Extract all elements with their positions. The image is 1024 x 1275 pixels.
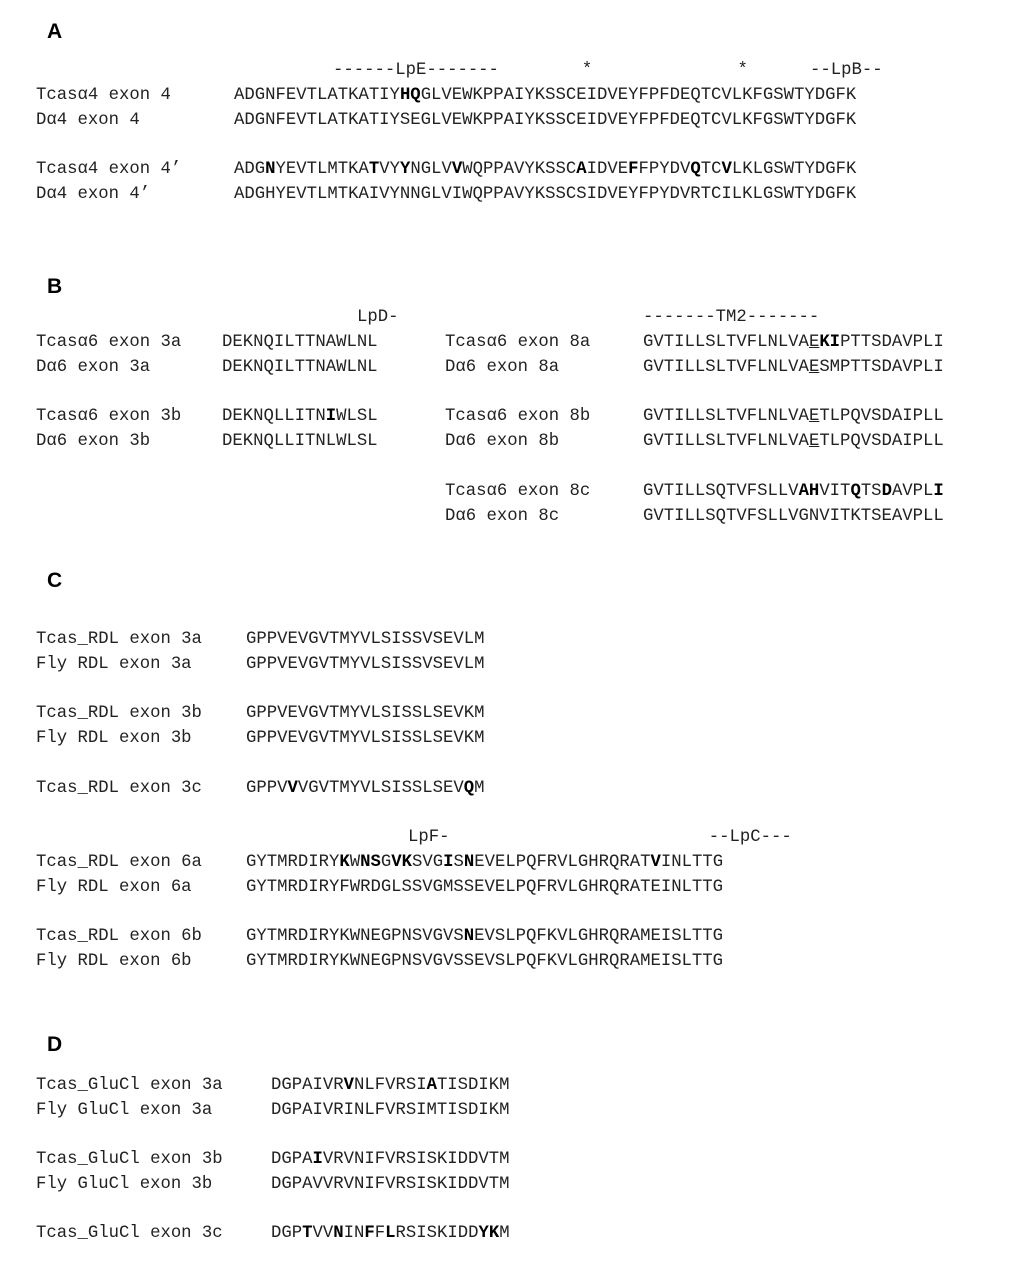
variant-residue: Q <box>690 160 701 179</box>
panel-b-right-header: -------TM2------- <box>643 308 820 327</box>
seq-name: Dα6 exon 8c <box>445 507 560 526</box>
seq-residues: GYTMRDIRYKWNEGPNSVGVSNEVSLPQFKVLGHRQRAMEISLTTG <box>246 927 724 946</box>
panel-c-header: LpF- --LpC--- <box>408 828 792 847</box>
seq-name: Dα6 exon 3b <box>36 432 151 451</box>
variant-residue: V <box>287 779 298 798</box>
variant-residue: NS <box>360 853 381 872</box>
seq-residues: DGPAIVRVNIFVRSISKIDDVTM <box>271 1150 510 1169</box>
panel-b-left-header: LpD- <box>357 308 399 327</box>
variant-residue: Q <box>850 482 861 501</box>
seq-residues: DEKNQILTTNAWLNL <box>222 358 378 377</box>
seq-name: Dα4 exon 4’ <box>36 185 151 204</box>
seq-residues: DEKNQILTTNAWLNL <box>222 333 378 352</box>
seq-name: Tcasα6 exon 8a <box>445 333 591 352</box>
seq-residues: GVTILLSLTVFLNLVAEKIPTTSDAVPLI <box>643 333 944 352</box>
variant-residue: HQ <box>399 86 421 105</box>
variant-residue: I <box>325 407 337 426</box>
seq-residues: GYTMRDIRYKWNEGPNSVGVSSEVSLPQFKVLGHRQRAMEISLTTG <box>246 952 724 971</box>
variant-residue: A <box>576 160 587 179</box>
seq-residues: DGPAIVRVNLFVRSIATISDIKM <box>271 1076 510 1095</box>
seq-name: Tcas_GluCl exon 3c <box>36 1224 223 1243</box>
variant-residue: AH <box>798 482 820 501</box>
seq-name: Tcas_GluCl exon 3b <box>36 1150 223 1169</box>
variant-residue: L <box>385 1224 396 1243</box>
seq-residues: GYTMRDIRYKWNSGVKSVGISNEVELPQFRVLGHRQRATVINLTTG <box>246 853 724 872</box>
variant-residue: Y <box>399 160 411 179</box>
variant-residue: N <box>463 853 475 872</box>
panel-label-b: B <box>47 275 63 298</box>
variant-residue: I <box>443 853 454 872</box>
underlined-residue: E <box>808 333 820 352</box>
seq-name: Fly GluCl exon 3a <box>36 1101 213 1120</box>
seq-residues: GVTILLSLTVFLNLVAESMPTTSDAVPLI <box>643 358 944 377</box>
seq-residues: GVTILLSQTVFSLLVGNVITKTSEAVPLL <box>643 507 944 526</box>
variant-residue: F <box>628 160 639 179</box>
seq-residues: ADGNFEVTLATKATIYSEGLVEWKPPAIYKSSCEIDVEYFPFDEQTCVLKFGSWTYDGFK <box>234 111 857 130</box>
variant-residue: N <box>463 927 475 946</box>
seq-name: Tcas_RDL exon 6b <box>36 927 202 946</box>
seq-residues: ADGNFEVTLATKATIYHQGLVEWKPPAIYKSSCEIDVEYFPFDEQTCVLKFGSWTYDGFK <box>234 86 857 105</box>
variant-residue: V <box>343 1076 354 1095</box>
seq-residues: GYTMRDIRYFWRDGLSSVGMSSEVELPQFRVLGHRQRATEINLTTG <box>246 878 724 897</box>
variant-residue: I <box>933 482 944 501</box>
seq-name: Tcasα4 exon 4 <box>36 86 182 105</box>
variant-residue: V <box>650 853 661 872</box>
seq-name: Tcas_RDL exon 3b <box>36 704 202 723</box>
seq-name: Fly RDL exon 3b <box>36 729 192 748</box>
seq-residues: ADGNYEVTLMTKATVYYNGLVVWQPPAVYKSSCAIDVEFFPYDVQTCVLKLGSWTYDGFK <box>234 160 857 179</box>
underlined-residue: E <box>808 407 820 426</box>
seq-residues: DEKNQLLITNIWLSL <box>222 407 378 426</box>
seq-name: Dα6 exon 8b <box>445 432 560 451</box>
variant-residue: A <box>426 1076 437 1095</box>
variant-residue: F <box>364 1224 375 1243</box>
seq-name: Dα6 exon 8a <box>445 358 560 377</box>
variant-residue: D <box>881 482 892 501</box>
variant-residue: N <box>333 1224 344 1243</box>
seq-name: Fly RDL exon 6a <box>36 878 192 897</box>
seq-name: Tcas_GluCl exon 3a <box>36 1076 223 1095</box>
panel-label-c: C <box>47 569 63 592</box>
seq-name: Tcas_RDL exon 3a <box>36 630 202 649</box>
seq-residues: GPPVVVGVTMYVLSISSLSEVQM <box>246 779 485 798</box>
variant-residue: I <box>312 1150 323 1169</box>
seq-name: Fly RDL exon 6b <box>36 952 192 971</box>
seq-residues: DGPTVVNINFFLRSISKIDDYKM <box>271 1224 510 1243</box>
variant-residue: N <box>265 160 276 179</box>
variant-residue: KI <box>819 333 841 352</box>
seq-name: Dα4 exon 4 <box>36 111 151 130</box>
seq-residues: GVTILLSLTVFLNLVAETLPQVSDAIPLL <box>643 407 944 426</box>
variant-residue: T <box>368 160 380 179</box>
seq-name: Tcasα4 exon 4’ <box>36 160 182 179</box>
seq-residues: DGPAVVRVNIFVRSISKIDDVTM <box>271 1175 510 1194</box>
variant-residue: K <box>339 853 350 872</box>
variant-residue: Q <box>463 779 475 798</box>
seq-name: Fly RDL exon 3a <box>36 655 192 674</box>
seq-name: Dα6 exon 3a <box>36 358 151 377</box>
variant-residue: VK <box>391 853 412 872</box>
variant-residue: YK <box>478 1224 500 1243</box>
variant-residue: V <box>721 160 732 179</box>
seq-residues: GPPVEVGVTMYVLSISSVSEVLM <box>246 630 485 649</box>
seq-residues: DGPAIVRINLFVRSIMTISDIKM <box>271 1101 510 1120</box>
seq-residues: GPPVEVGVTMYVLSISSLSEVKM <box>246 729 485 748</box>
seq-residues: GVTILLSLTVFLNLVAETLPQVSDAIPLL <box>643 432 944 451</box>
seq-residues: DEKNQLLITNLWLSL <box>222 432 378 451</box>
seq-name: Tcas_RDL exon 3c <box>36 779 202 798</box>
underlined-residue: E <box>808 432 820 451</box>
panel-label-a: A <box>47 20 63 43</box>
panel-a-header: ------LpE------- * * --LpB-- <box>333 61 883 80</box>
seq-name: Tcas_RDL exon 6a <box>36 853 202 872</box>
underlined-residue: E <box>808 358 820 377</box>
seq-name: Tcasα6 exon 8c <box>445 482 591 501</box>
seq-residues: ADGHYEVTLMTKAIVYNNGLVIWQPPAVYKSSCSIDVEYFPYDVRTCILKLGSWTYDGFK <box>234 185 857 204</box>
seq-name: Tcasα6 exon 3b <box>36 407 182 426</box>
seq-name: Fly GluCl exon 3b <box>36 1175 213 1194</box>
seq-name: Tcasα6 exon 8b <box>445 407 591 426</box>
seq-residues: GVTILLSQTVFSLLVAHVITQTSDAVPLI <box>643 482 944 501</box>
variant-residue: T <box>302 1224 313 1243</box>
seq-name: Tcasα6 exon 3a <box>36 333 182 352</box>
panel-label-d: D <box>47 1033 63 1056</box>
seq-residues: GPPVEVGVTMYVLSISSLSEVKM <box>246 704 485 723</box>
variant-residue: V <box>451 160 463 179</box>
seq-residues: GPPVEVGVTMYVLSISSVSEVLM <box>246 655 485 674</box>
